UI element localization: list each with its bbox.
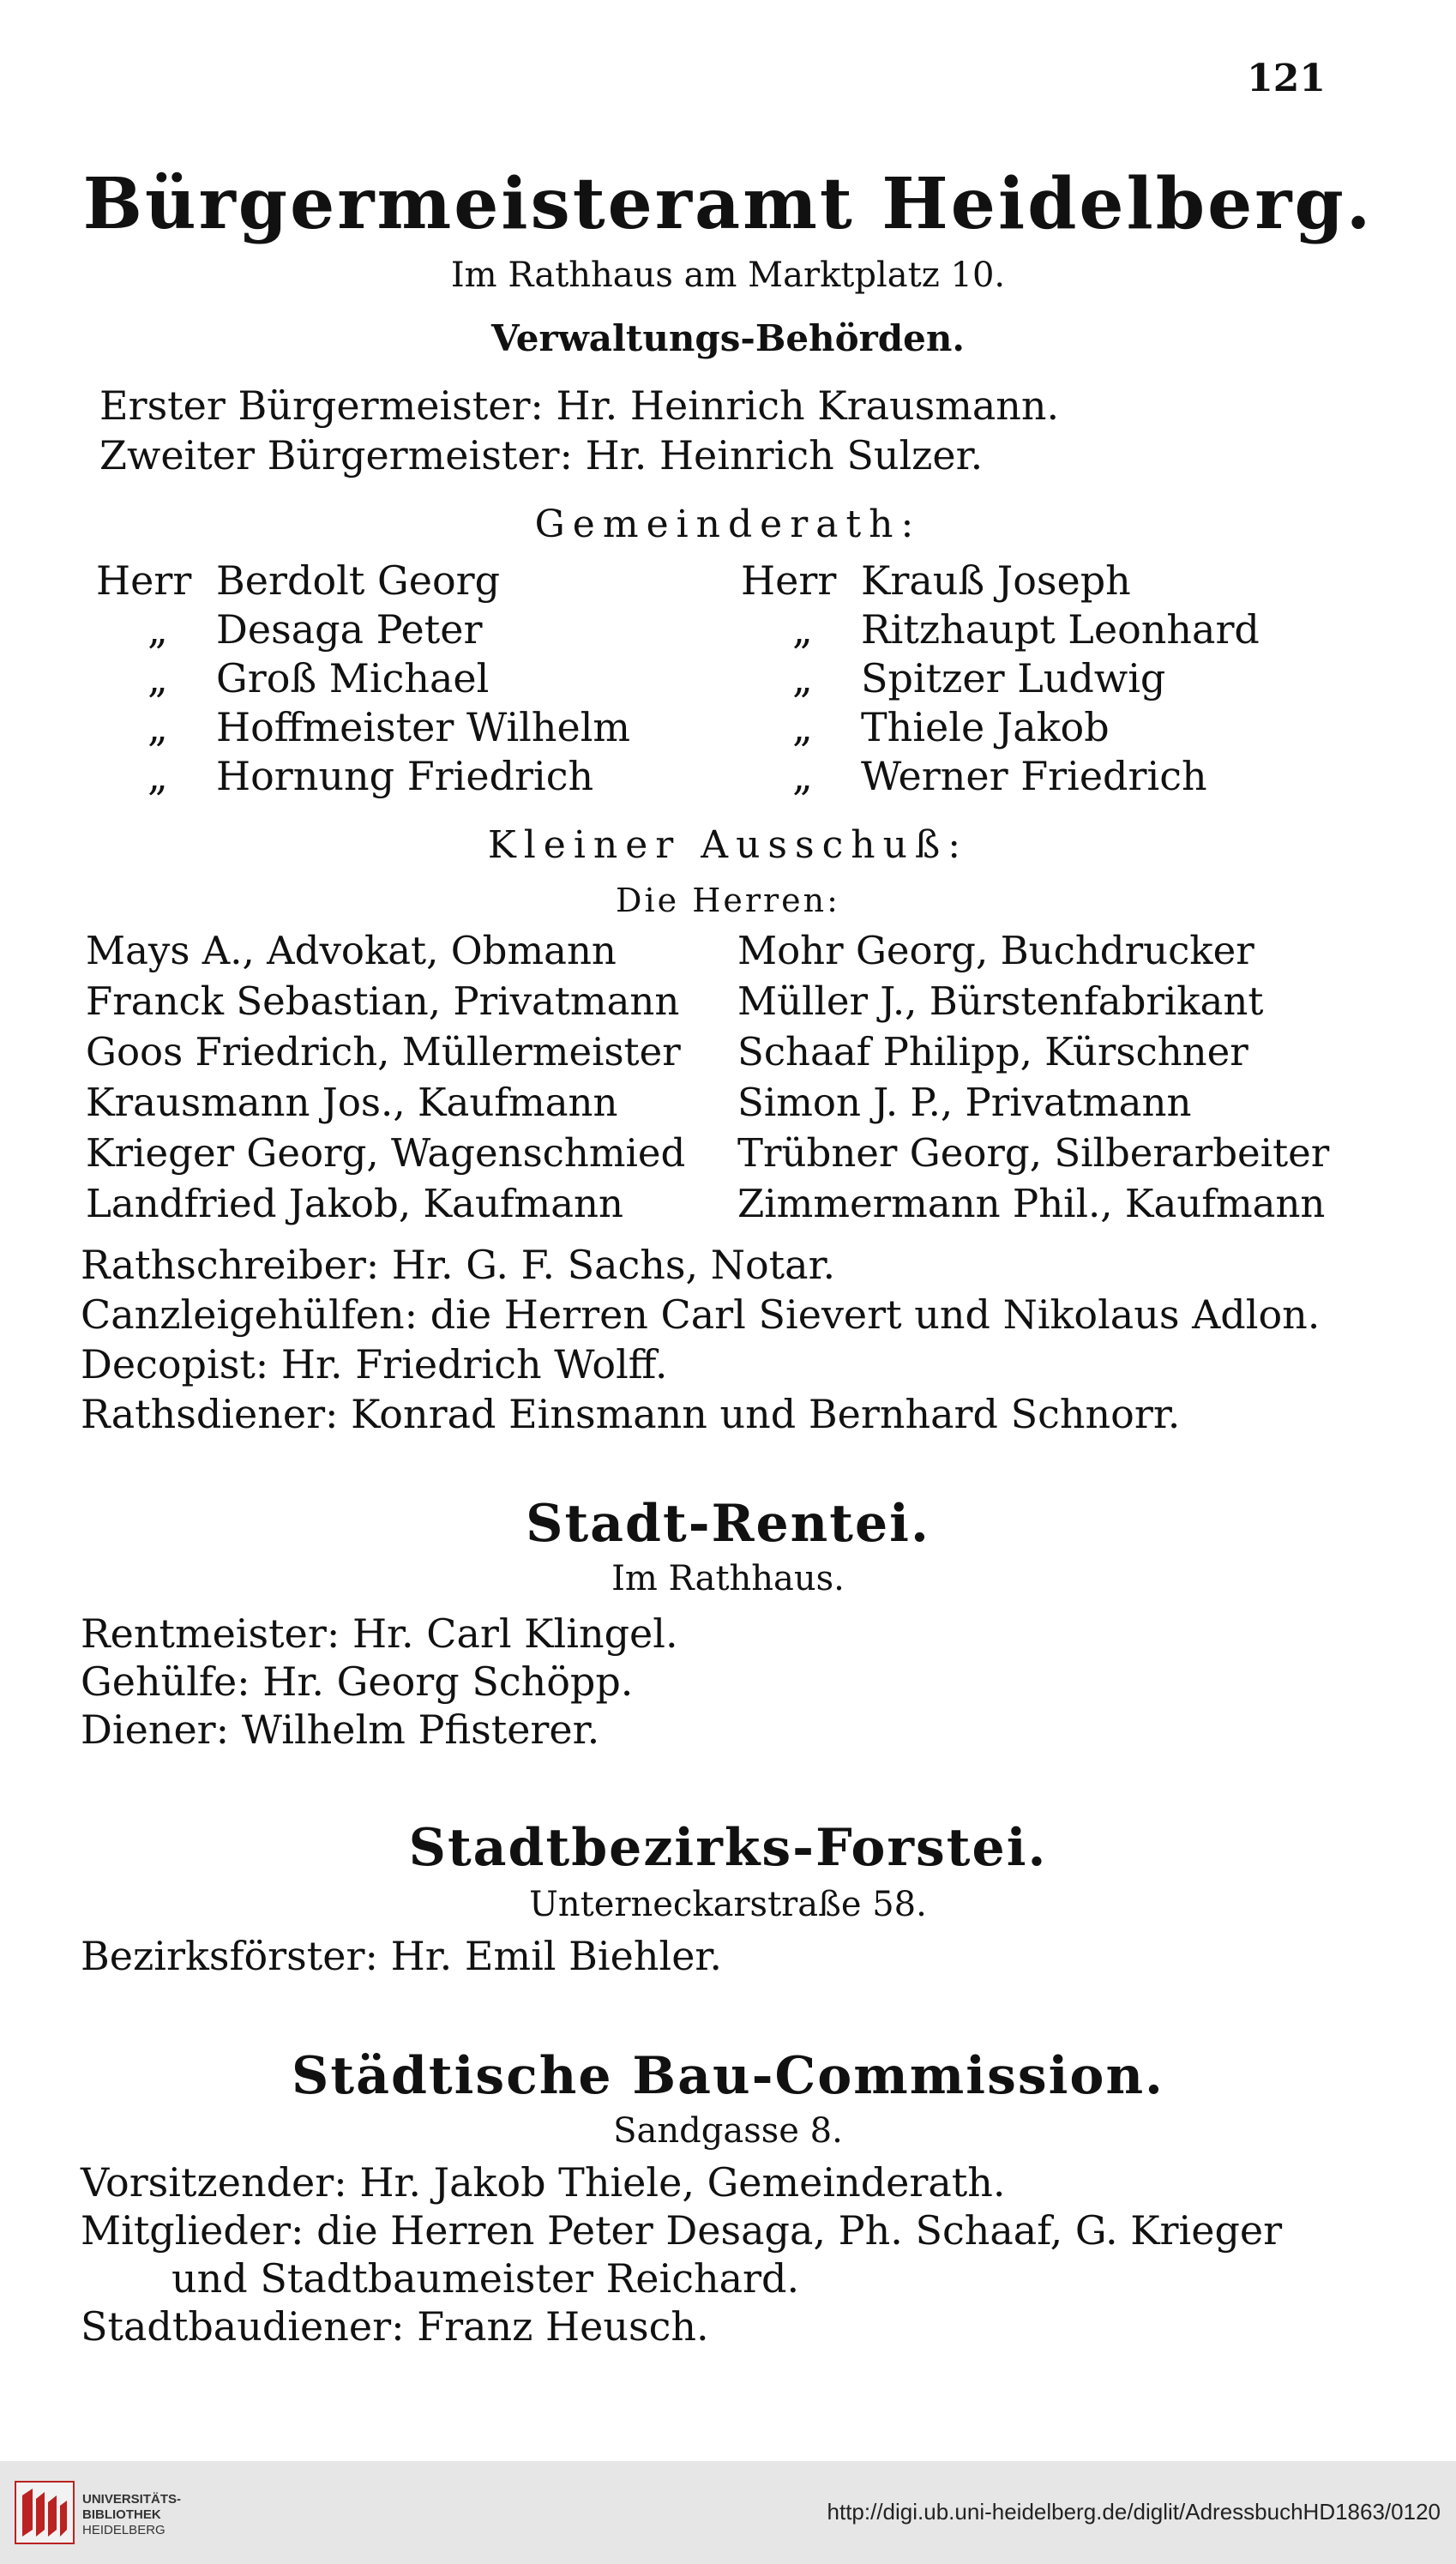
library-name xyxy=(82,2492,181,2538)
section-title-stadt-rentei: Stadt-Rentei. xyxy=(526,1494,930,1554)
list-item xyxy=(741,655,1260,704)
list-item: Franck Sebastian, Privatmann xyxy=(86,978,680,1024)
list-item xyxy=(96,704,630,753)
ditto-mark: „ xyxy=(792,606,813,653)
ditto-mark: „ xyxy=(792,655,813,701)
list-item: Trübner Georg, Silberarbeiter xyxy=(737,1130,1330,1176)
list-item xyxy=(96,606,630,655)
list-item xyxy=(96,655,630,704)
address-bau-commission: Sandgasse 8. xyxy=(613,2111,843,2151)
member-name: Groß Michael xyxy=(216,655,490,701)
section-title-buergermeisteramt: Bürgermeisteramt Heidelberg. xyxy=(82,163,1374,245)
library-name-line-3: HEIDELBERG xyxy=(82,2523,165,2537)
list-item: Simon J. P., Privatmann xyxy=(737,1080,1192,1125)
address-forstei: Unterneckarstraße 58. xyxy=(529,1885,927,1924)
section-title-bau-commission: Städtische Bau-Commission. xyxy=(292,2046,1164,2106)
herr-label: Herr xyxy=(741,557,837,604)
section-title-stadtbezirks-forstei: Stadtbezirks-Forstei. xyxy=(408,1818,1048,1878)
member-name: Desaga Peter xyxy=(216,606,483,653)
erster-buergermeister: Erster Bürgermeister: Hr. Heinrich Krausmann. xyxy=(99,382,1060,429)
address-rathhaus: Im Rathhaus am Marktplatz 10. xyxy=(450,256,1006,295)
gemeinderath-heading: Gemeinderath: xyxy=(534,503,922,546)
list-item: Landfried Jakob, Kaufmann xyxy=(86,1181,623,1226)
ausschuss-right-column xyxy=(737,928,1329,1231)
list-item: Schaaf Philipp, Kürschner xyxy=(737,1029,1248,1074)
list-item: Müller J., Bürstenfabrikant xyxy=(737,978,1264,1024)
gemeinderath-left-column xyxy=(96,557,630,802)
list-item: Mohr Georg, Buchdrucker xyxy=(737,928,1254,973)
library-name-line-2: BIBLIOTHEK xyxy=(82,2507,161,2522)
source-url-link[interactable]: http://digi.ub.uni-heidelberg.de/diglit/AdressbuchHD1863/0120 xyxy=(827,2499,1441,2525)
member-name: Berdolt Georg xyxy=(216,557,501,604)
list-item: Goos Friedrich, Müllermeister xyxy=(86,1029,681,1074)
ditto-mark: „ xyxy=(147,753,168,799)
list-item xyxy=(741,606,1260,655)
list-item xyxy=(741,704,1260,753)
list-item xyxy=(741,557,1260,606)
list-item: Mays A., Advokat, Obmann xyxy=(86,928,617,973)
page-number: 121 xyxy=(1247,57,1326,100)
ditto-mark: „ xyxy=(147,606,168,653)
ditto-mark: „ xyxy=(792,704,813,750)
ausschuss-left-column xyxy=(86,928,685,1231)
mitglieder-line: Mitglieder: die Herren Peter Desaga, Ph. Schaaf, G. Krieger xyxy=(81,2207,1283,2254)
bezirksfoerster-line: Bezirksförster: Hr. Emil Biehler. xyxy=(81,1933,722,1979)
member-name: Werner Friedrich xyxy=(861,753,1207,799)
ditto-mark: „ xyxy=(147,655,168,701)
member-name: Ritzhaupt Leonhard xyxy=(861,606,1260,653)
rentmeister-line: Rentmeister: Hr. Carl Klingel. xyxy=(81,1610,678,1657)
library-name-line-1: UNIVERSITÄTS- xyxy=(82,2492,182,2507)
rathschreiber-line: Rathschreiber: Hr. G. F. Sachs, Notar. xyxy=(81,1242,836,1288)
address-rentei: Im Rathhaus. xyxy=(611,1559,845,1598)
list-item: Zimmermann Phil., Kaufmann xyxy=(737,1181,1326,1226)
zweiter-buergermeister: Zweiter Bürgermeister: Hr. Heinrich Sulzer. xyxy=(99,432,984,478)
library-footer xyxy=(0,2461,1456,2564)
member-name: Thiele Jakob xyxy=(861,704,1110,750)
decopist-line: Decopist: Hr. Friedrich Wolff. xyxy=(81,1341,668,1387)
subheading-verwaltungs-behoerden: Verwaltungs-Behörden. xyxy=(491,317,965,359)
ditto-mark: „ xyxy=(147,704,168,750)
member-name: Krauß Joseph xyxy=(861,557,1131,604)
list-item xyxy=(96,753,630,802)
member-name: Hornung Friedrich xyxy=(216,753,594,799)
member-name: Spitzer Ludwig xyxy=(861,655,1166,701)
ditto-mark: „ xyxy=(792,753,813,799)
canzleigehuelfen-line: Canzleigehülfen: die Herren Carl Sievert und Nikolaus Adlon. xyxy=(81,1291,1321,1338)
die-herren-label: Die Herren: xyxy=(616,882,840,919)
library-logo-icon xyxy=(14,2480,75,2545)
stadtbaudiener-line: Stadtbaudiener: Franz Heusch. xyxy=(81,2303,709,2350)
list-item: Krieger Georg, Wagenschmied xyxy=(86,1130,686,1176)
rathsdiener-line: Rathsdiener: Konrad Einsmann und Bernhard Schnorr. xyxy=(81,1391,1181,1437)
list-item xyxy=(96,557,630,606)
gemeinderath-right-column xyxy=(741,557,1260,802)
ausschuss-heading: Kleiner Ausschuß: xyxy=(487,823,969,867)
herr-label: Herr xyxy=(96,557,192,604)
diener-line: Diener: Wilhelm Pfisterer. xyxy=(81,1706,600,1753)
list-item xyxy=(741,753,1260,802)
list-item: Krausmann Jos., Kaufmann xyxy=(86,1080,618,1125)
vorsitzender-line: Vorsitzender: Hr. Jakob Thiele, Gemeinderath. xyxy=(81,2159,1006,2206)
mitglieder-continuation: und Stadtbaumeister Reichard. xyxy=(171,2255,800,2302)
gehuelfe-line: Gehülfe: Hr. Georg Schöpp. xyxy=(81,1658,634,1705)
member-name: Hoffmeister Wilhelm xyxy=(216,704,631,750)
